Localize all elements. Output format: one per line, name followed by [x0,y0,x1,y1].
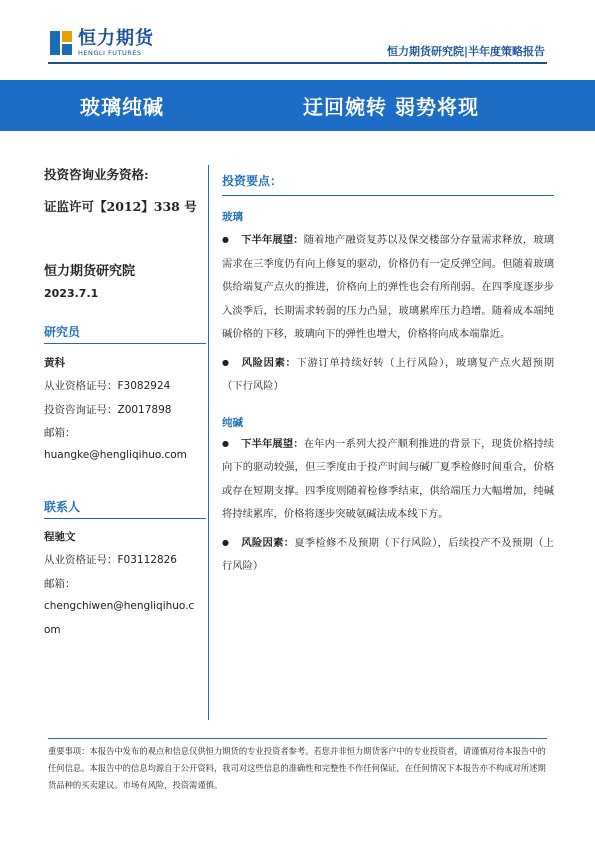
column-divider [208,165,209,720]
contact-divider [44,518,206,519]
qualification-line2: 证监许可【2012】338 号 [44,199,197,214]
report-type-label: 恒力期货研究院|半年度策略报告 [386,45,545,58]
glass-risk-text: 下游订单持续好转（上行风险），玻璃复产点火超预期（下行风险） [222,356,554,392]
researcher-divider [44,343,206,344]
logo-chinese-name: 恒力期货 [78,28,154,49]
logo-icon [50,31,72,55]
bullet-icon: ● [222,438,230,448]
researcher-name: 黄科 [44,357,65,369]
contact-email-label: 邮箱： [44,578,76,590]
contact-cert: 从业资格证号：F03112826 [44,554,177,566]
soda-section-title: 纯碱 [222,416,243,429]
qualification-line1: 投资咨询业务资格: [44,167,149,182]
glass-risk-label: 风险因素： [241,356,297,369]
qualification-block [44,165,204,215]
glass-outlook-label: 下半年展望： [241,234,304,246]
contact-email-line1[interactable]: chengchiwen@hengliqihuo.c [44,600,195,612]
glass-outlook-paragraph [222,228,554,347]
title-banner [0,80,595,131]
contact-section-title: 联系人 [44,500,81,514]
glass-section-title: 玻璃 [222,211,243,223]
glass-outlook-text: 随着地产融资复苏以及保交楼部分存量需求释放，玻璃需求在三季度仍有向上修复的驱动，价格仍有一定反弹空间。但随着玻璃供给端复产点火的推进，价格向上的弹性也会有所削弱。在四季度逐步步入淡季后，长期需求转弱的压力凸显，玻璃累库压力趋增。随着成本端纯碱价格的下移，玻璃向下的弹性也增大，价格将向成本端靠近。 [222,234,555,340]
header-divider [48,62,547,64]
disclaimer: 重要事项：本报告中发布的观点和信息仅供恒力期货的专业投资者参考。若您并非恒力期货客户中的专业投资者，请谨慎对待本报告中的任何信息。本报告中的信息均源自于公开资料，我司对这些信息的准确性和完整性不作任何保证，在任何情况下本报告亦不构成对所述期货品种的买卖建议。市场有风险，投资需谨慎。 [48,746,546,790]
researcher-section-title: 研究员 [44,325,81,339]
soda-outlook-paragraph [222,432,554,527]
soda-risk-text: 夏季检修不及预期（下行风险），后续投产不及预期（上行风险） [222,536,554,572]
footer-divider [48,738,547,739]
soda-risk-paragraph [222,531,554,579]
banner-title-right: 迂回婉转 弱势将现 [303,95,479,119]
contact-name: 程驰文 [44,531,76,543]
logo-english-name: HENGLI FUTURES [78,49,142,57]
contact-email-line2[interactable]: om [44,624,61,636]
researcher-cert: 从业资格证号：F3082924 [44,380,171,392]
report-date: 2023.7.1 [44,287,99,300]
banner-title-left: 玻璃纯碱 [80,95,164,119]
investment-highlights [222,172,554,579]
highlights-divider [222,195,554,196]
soda-risk-label: 风险因素： [241,536,295,549]
soda-outlook-label: 下半年展望： [241,437,304,450]
bullet-icon: ● [222,537,230,547]
highlights-heading: 投资要点： [222,174,283,188]
researcher-consult-cert: 投资咨询证号：Z0017898 [44,404,172,416]
bullet-icon: ● [222,235,230,244]
soda-outlook-text: 在年内一系列大投产顺利推进的背景下，现货价格持续向下的驱动较强，但三季度由于投产时间与碱厂夏季检修时间重合，价格或存在短期支撑。四季度则随着检修季结束，供给端压力大幅增加，纯碱将持续累库，价格将逐步突破氨碱法成本线下方。 [222,437,555,520]
researcher-email-label: 邮箱： [44,427,76,439]
researcher-email[interactable]: huangke@hengliqihuo.com [44,449,187,461]
bullet-icon: ● [222,357,230,367]
institute-name: 恒力期货研究院 [44,264,136,279]
company-logo [50,30,154,57]
glass-risk-paragraph [222,351,554,399]
